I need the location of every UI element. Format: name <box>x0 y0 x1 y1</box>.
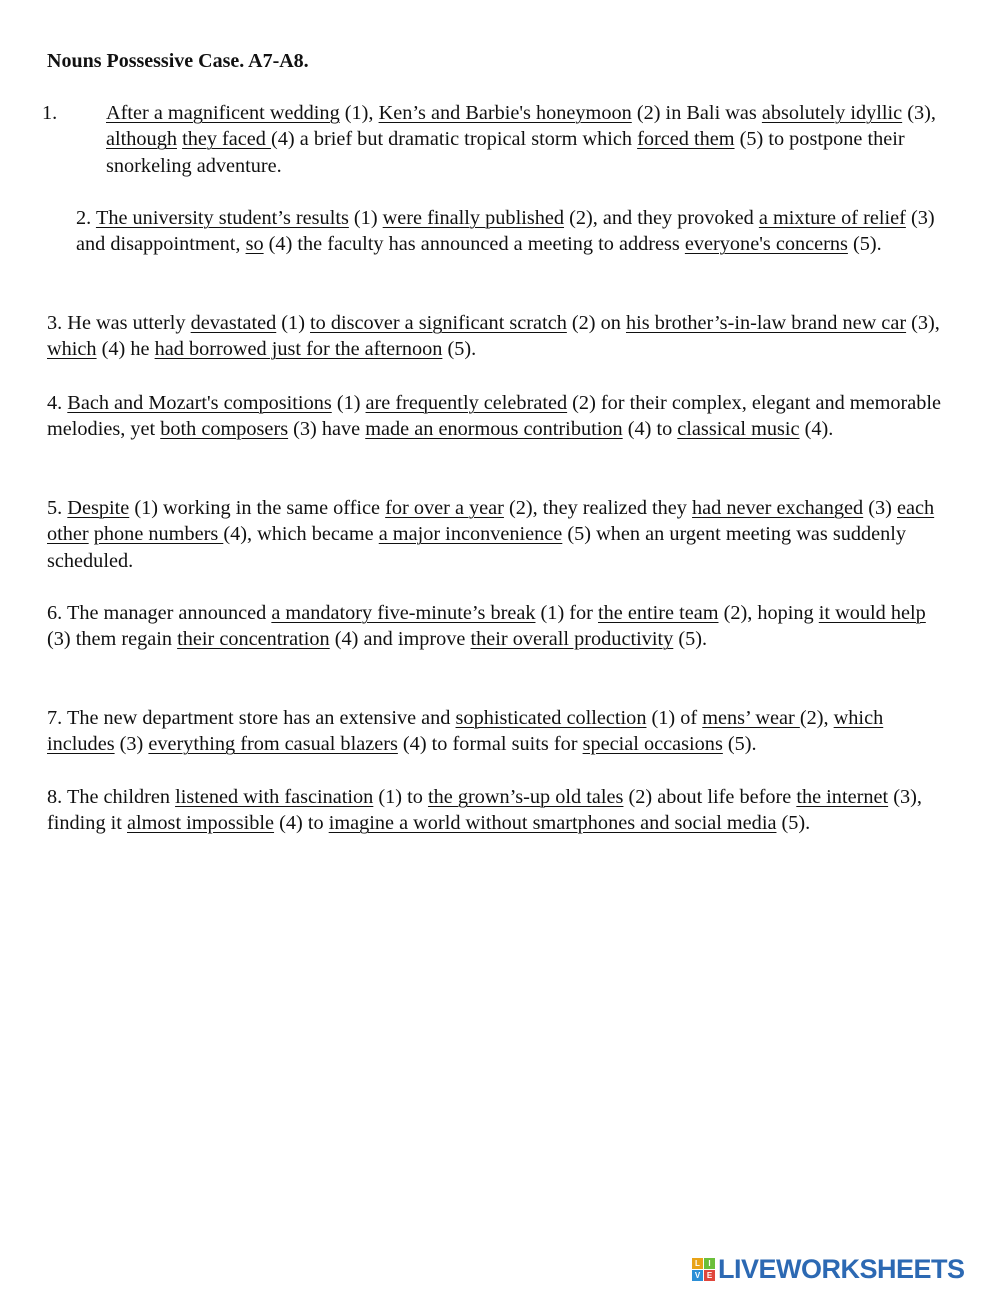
liveworksheets-logo <box>692 1254 965 1285</box>
item-number: 7. <box>47 707 63 729</box>
text-segment: The manager announced <box>66 602 272 624</box>
underlined-segment: mens’ wear <box>702 707 800 729</box>
text-segment: (3), finding it <box>47 786 922 835</box>
text-segment: (2) on <box>566 312 626 334</box>
text-segment: (2) about life before <box>623 786 797 808</box>
text-segment: (1) <box>331 392 366 414</box>
underlined-segment: their concentration <box>177 628 330 651</box>
underlined-segment: special occasions <box>582 733 723 756</box>
exercise-item-5 <box>47 495 942 574</box>
exercise-item-1 <box>42 100 986 179</box>
underlined-segment: a mixture of relief <box>758 207 906 229</box>
underlined-segment: listened with fascination <box>175 786 374 808</box>
item-number: 3. <box>47 312 63 334</box>
underlined-segment: The university student’s results <box>95 207 349 229</box>
item-number: 8. <box>47 786 63 808</box>
exercise-item-8 <box>47 784 942 837</box>
underlined-segment: which includes <box>47 707 884 756</box>
text-segment: (4). <box>799 418 834 441</box>
text-segment: (1) working in the same office <box>129 497 386 519</box>
text-segment: (4) to formal suits for <box>397 733 583 756</box>
exercise-item-3 <box>47 310 952 363</box>
text-segment: (1) for <box>535 602 598 624</box>
underlined-segment: sophisticated collection <box>455 707 647 729</box>
underlined-segment: imagine a world without smartphones and social media <box>328 812 777 835</box>
text-segment: (2) for their complex, elegant and memorable melodies, yet <box>47 392 942 441</box>
logo-text: LIVEWORKSHEETS <box>718 1254 965 1284</box>
text-segment: (3) have <box>288 418 366 441</box>
text-segment: (1) of <box>646 707 703 729</box>
text-segment: (3), <box>902 102 936 124</box>
item-number: 1. <box>42 102 58 124</box>
underlined-segment: had never exchanged <box>692 497 864 519</box>
underlined-segment: devastated <box>190 312 277 334</box>
exercise-item-2 <box>76 205 946 258</box>
text-segment: (4) to <box>622 418 678 441</box>
item-number: 6. <box>47 602 63 624</box>
text-segment: (5). <box>776 812 811 835</box>
text-segment: (3), <box>906 312 940 334</box>
text-segment: (3) <box>863 497 897 519</box>
exercise-item-7 <box>47 705 952 758</box>
underlined-segment: Despite <box>67 497 130 519</box>
text-segment: (4) to <box>274 812 329 835</box>
text-segment: (5) to postpone their snorkeling adventure. <box>106 128 905 177</box>
text-segment: (4), which became <box>223 523 379 546</box>
text-segment: (4) and improve <box>329 628 471 651</box>
logo-mark-icon <box>692 1258 715 1281</box>
text-segment: (5). <box>673 628 708 651</box>
text-segment: (2), and they provoked <box>564 207 759 229</box>
text-segment: (4) the faculty has announced a meeting to address <box>263 233 685 256</box>
text-segment: (1) <box>348 207 383 229</box>
text-segment: (5). <box>442 338 477 361</box>
text-segment: (3) them regain <box>47 628 178 651</box>
text-segment: The children <box>66 786 176 808</box>
underlined-segment: for over a year <box>385 497 504 519</box>
item-number: 5. <box>47 497 63 519</box>
text-segment: He was utterly <box>67 312 191 334</box>
underlined-segment: although <box>106 128 177 151</box>
underlined-segment: each other <box>47 497 935 546</box>
underlined-segment: forced them <box>637 128 735 151</box>
text-segment: The new department store has an extensive and <box>66 707 456 729</box>
underlined-segment: their overall productivity <box>470 628 674 651</box>
underlined-segment: absolutely idyllic <box>761 102 903 124</box>
underlined-segment: were finally published <box>382 207 565 229</box>
underlined-segment: the grown’s-up old tales <box>427 786 624 808</box>
exercise-item-4 <box>47 390 952 443</box>
underlined-segment: After a magnificent wedding <box>106 102 340 124</box>
underlined-segment: the internet <box>796 786 889 808</box>
text-segment: (3) <box>114 733 149 756</box>
text-segment: (5). <box>722 733 757 756</box>
underlined-segment: Bach and Mozart's compositions <box>67 392 332 414</box>
text-segment: (5). <box>847 233 882 256</box>
text-segment: (4) a brief but dramatic tropical storm which <box>271 128 638 151</box>
logo-mark-cell: V <box>692 1270 703 1281</box>
text-segment: (2), hoping <box>718 602 819 624</box>
underlined-segment: made an enormous contribution <box>365 418 623 441</box>
logo-mark-cell: E <box>704 1270 715 1281</box>
underlined-segment: everyone's concerns <box>684 233 848 256</box>
underlined-segment: are frequently celebrated <box>365 392 568 414</box>
text-segment: (4) he <box>96 338 155 361</box>
text-segment: (1), <box>339 102 379 124</box>
item-number: 4. <box>47 392 63 414</box>
text-segment: (2), <box>799 707 834 729</box>
text-segment: (2) in Bali was <box>631 102 762 124</box>
text-segment: (3) and disappointment, <box>76 207 935 256</box>
worksheet-title: Nouns Possessive Case. A7-A8. <box>47 50 309 72</box>
underlined-segment: they faced <box>182 128 272 151</box>
underlined-segment: everything from casual blazers <box>148 733 398 756</box>
underlined-segment: Ken’s and Barbie's honeymoon <box>378 102 632 124</box>
underlined-segment: phone numbers <box>93 523 224 546</box>
underlined-segment: almost impossible <box>127 812 275 835</box>
underlined-segment: both composers <box>160 418 289 441</box>
underlined-segment: his brother’s-in-law brand new car <box>625 312 907 334</box>
underlined-segment: the entire team <box>598 602 719 624</box>
text-segment: (2), they realized they <box>503 497 693 519</box>
underlined-segment: which <box>47 338 97 361</box>
underlined-segment: a major inconvenience <box>378 523 563 546</box>
underlined-segment: had borrowed just for the afternoon <box>154 338 443 361</box>
underlined-segment: a mandatory five-minute’s break <box>271 602 536 624</box>
logo-mark-cell: L <box>692 1258 703 1269</box>
text-segment: (5) when an urgent meeting was suddenly scheduled. <box>47 523 907 572</box>
underlined-segment: classical music <box>677 418 800 441</box>
logo-mark-cell: I <box>704 1258 715 1269</box>
exercise-item-6 <box>47 600 952 653</box>
underlined-segment: so <box>245 233 264 256</box>
underlined-segment: to discover a significant scratch <box>310 312 567 334</box>
item-number: 2. <box>76 207 92 229</box>
text-segment: (1) <box>276 312 311 334</box>
underlined-segment: it would help <box>818 602 926 624</box>
text-segment: (1) to <box>373 786 428 808</box>
